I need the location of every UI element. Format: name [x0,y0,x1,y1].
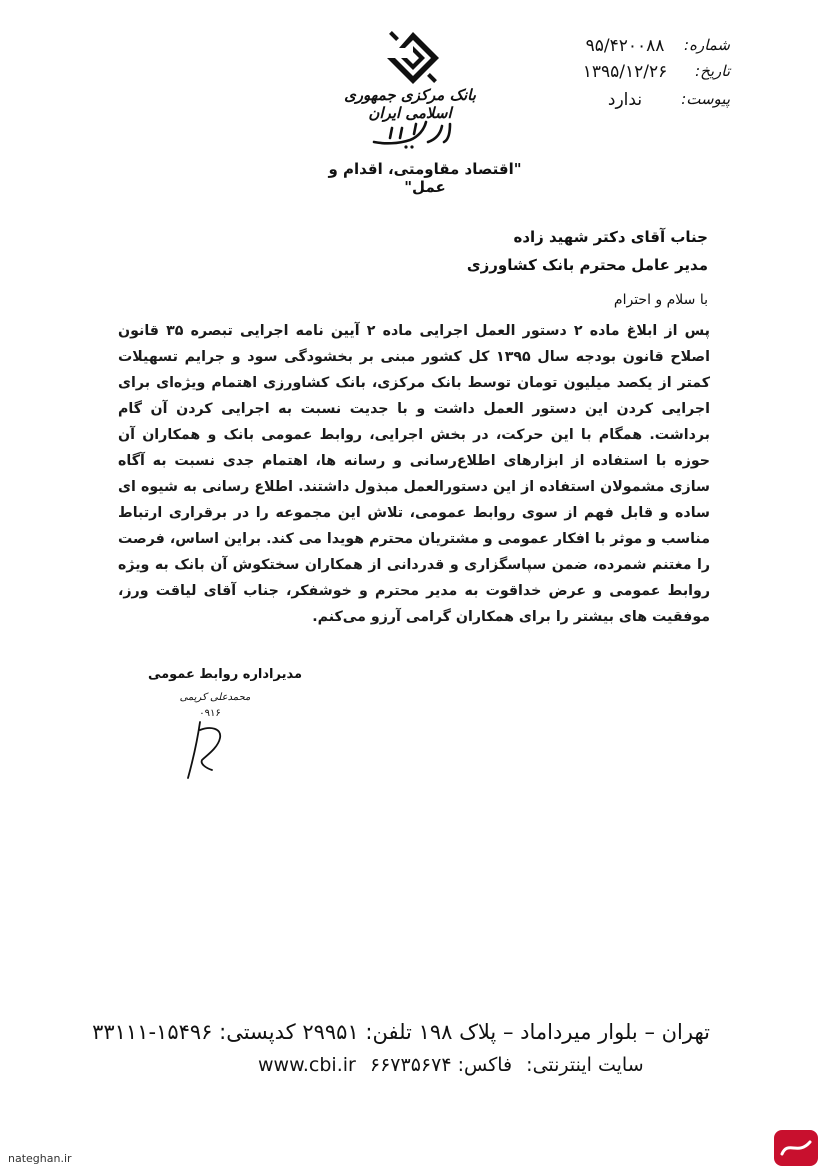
attachment-label: پیوست: [681,90,730,108]
signatory-title: مدیراداره روابط عمومی [147,667,303,682]
fax-number: فاکس: ۶۶۷۳۵۶۷۴ [369,1054,513,1076]
handwritten-signature [176,716,236,786]
site-logo-icon [768,1126,824,1170]
letter-number: ۹۵/۴۲۰۰۸۸ [585,36,665,56]
footer-address: تهران – بلوار میرداماد – پلاک ۱۹۸ تلفن: ۲۹۹۵۱ کدپستی: ۱۵۴۹۶-۳۳۱۱۱ [92,1020,710,1044]
attachment-value: ندارد [607,90,643,110]
date-row [570,62,730,86]
number-row [570,36,730,60]
invocation-calligraphy [370,118,454,150]
central-bank-logo-icon [385,30,441,86]
date-label: تاریخ: [695,62,730,80]
attachment-row [570,90,730,114]
signatory-code: ۰۹۱۶ [199,708,221,719]
recipient-name: جناب آقای دکتر شهید زاده [513,228,708,246]
letter-body: پس از ابلاغ ماده ۲ دستور العمل اجرایی ماده ۲ آیین نامه اجرایی تبصره ۳۵ قانون اصلاح قانون بودجه سال ۱۳۹۵ کل کشور مبنی بر بخشودگی سود و جرایم تسهیلات کمتر از یکصد میلیون تومان توسط بانک مرکزی، بانک کشاورزی اهتمام ویژه‌ای برای اجرایی کردن این دستور العمل داشت و با جدیت نسبت به اجرایی کردن آن گام برداشت. همگام با این حرکت، در بخش اجرایی، روابط عمومی بانک و همکاران آن حوزه با استفاده از ابزارهای اطلاع‌رسانی و رسانه ها، اهتمام جدی نسبت به آگاه سازی مشمولان استفاده از این دستورالعمل مبذول داشتند. اطلاع رسانی به شیوه ای ساده و قابل فهم از سوی روابط عمومی، تلاش این مجموعه را در برقراری ارتباط مناسب و موثر با افکار عمومی و مشتریان محترم هویدا می کند. براین اساس، فرصت را مغتنم شمرده، ضمن سپاسگزاری و قدردانی از همکاران سختکوش آن بانک به ویژه روابط عمومی و عرض خداقوت به مدیر محترم و خوشفکر، جناب آقای لیاقت ورز، موفقیت های بیشتر را برای همکاران گرامی آرزو می‌کنم. [118,323,711,625]
recipient-title: مدیر عامل محترم بانک کشاورزی [466,256,708,274]
signatory-name: محمدعلی کریمی [179,692,251,703]
website: www.cbi.ir [258,1054,356,1076]
greeting: با سلام و احترام [613,292,708,308]
letter-date: ۱۳۹۵/۱۲/۲۶ [582,62,668,82]
bank-name: بانک مرکزی جمهوری اسلامی ایران [344,86,476,122]
site-watermark: nateghan.ir [8,1152,72,1165]
number-label: شماره: [684,36,730,54]
website-label: سایت اینترنتی: [526,1054,644,1076]
footer-contact [258,1054,718,1076]
slogan: "اقتصاد مقاومتی، اقدام و عمل" [328,160,522,196]
